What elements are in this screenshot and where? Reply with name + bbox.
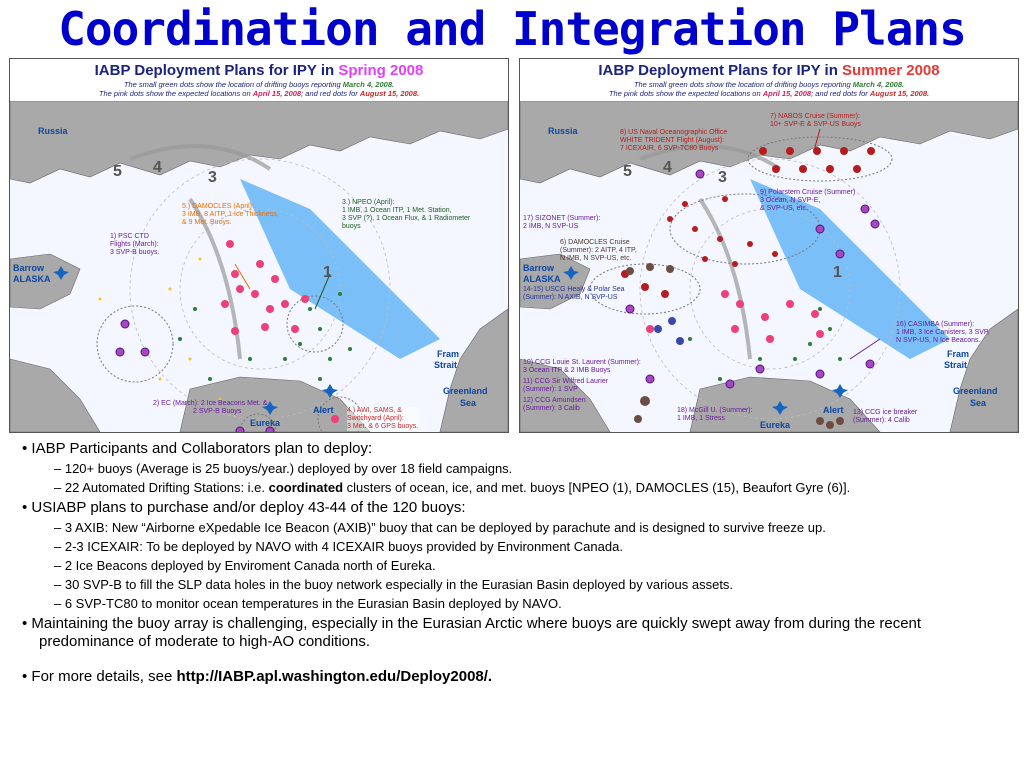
subtitle-text: The pink dots show the expected locations on [608,89,763,98]
annotation-line: 3.) NPEO (April): [342,199,395,206]
annotation-line: 3 IMB, 8 AITP, 1 Ice Thickness, [182,211,279,218]
annotation-line: 3 Ocean, N SVP-E, [760,197,821,204]
zone-number: 5 [113,163,122,180]
annotation-line: 1 IMB, 1 Ocean ITP, 1 Met. Station, [342,207,452,214]
subtitle-date: August 15, 2008. [869,89,930,98]
annotation-line: 9) Polarstern Cruise (Summer) [760,189,856,196]
sea-label: Sea [460,398,477,408]
summer-map-subtitle-1 [520,80,1018,89]
greenland-label: Greenland [443,386,488,396]
spacer [22,654,1012,668]
summer-map-header [520,59,1018,101]
bullet-list [22,440,1012,689]
annotation-line: (Summer): 3 Calib [523,405,580,412]
fram-label: Fram [437,349,460,359]
ccg-louie-annotation [523,359,641,375]
annotation-line: 6) DAMOCLES Cruise [560,239,630,246]
annotation-line: 10) CCG Louie St. Laurent (Summer): [523,359,641,366]
eureka-label: Eureka [250,418,281,428]
details-text: For more details, see [31,668,177,685]
bullet-usiabp-plan: • USIABP plans to purchase and/or deploy 43-44 of the 120 buoys: [22,499,1012,517]
annotation-line: 17) SIZONET (Summer): [523,215,601,222]
subtitle-text: The small green dots show the location of drifting buoys reporting [123,80,343,89]
annotation-line: 3 SVP (?), 1 Ocean Flux, & 1 Radiometer [342,215,471,222]
casimba-annotation [896,321,990,345]
annotation-line: (Summer): 1 SVP [523,386,578,393]
barrow-label: Barrow [13,263,45,273]
annotation-line: 1 IMB, 1 Stress [677,415,725,422]
annotation-line: 11) CCG Sir Wilfred Laurier [523,378,609,385]
details-url-link[interactable]: http://IABP.apl.washington.edu/Deploy2008/. [176,668,493,685]
subtitle-date: April 15, 2008 [762,89,812,98]
sub-bullet-drifting-stations [54,480,1012,496]
annotation-line: 8) US Naval Oceanographic Office [620,129,728,136]
annotation-line: 3 Met. & 6 GPS buoys. [347,423,419,430]
sub-bullet-icexair: – 2-3 ICEXAIR: To be deployed by NAVO with 4 ICEXAIR buoys provided by Environment Canada. [54,539,1012,555]
annotation-line: 7 ICEXAIR, 6 SVP-TC80 Buoys [620,145,719,152]
spring-deployment-map [9,58,509,433]
sizonet-annotation [523,215,600,231]
zone-number: 1 [323,264,332,281]
annotation-line: 5.) DAMOCLES (April): [182,203,254,210]
zone-number: 4 [153,159,162,176]
annotation-line: 18) McGill U. (Summer): [677,407,753,414]
mcgill-annotation [677,407,752,423]
annotation-line: 16) CASIMBA (Summer): [896,321,975,328]
zone-number: 3 [718,169,727,186]
annotation-line: Switchyard (April): [347,415,404,422]
annotation-line: 2 SVP-B Buoys [193,408,242,415]
sub-bullet-text: 22 Automated Drifting Stations: i.e. [64,480,269,495]
annotation-line: N SVP-US, N Ice Beacons. [896,337,981,344]
zone-number: 1 [833,264,842,281]
annotation-line: Flights (March): [110,241,159,248]
slide-title: Coordination and Integration Plans [58,2,966,56]
annotation-line: 7) NABOS Cruise (Summer): [770,113,860,120]
awi-annotation [347,407,418,431]
map-season: Spring [338,62,386,79]
annotation-line: 3 SVP-B buoys. [110,249,160,256]
subtitle-date: August 15, 2008. [359,89,420,98]
annotation-line: 14-15) USCG Healy & Polar Sea [523,286,625,293]
annotation-line: 2) EC (March): 2 Ice Beacons Met. & [153,400,268,407]
annotation-line: 10+ SVP-E & SVP-US Buoys [770,121,861,128]
annotation-line: (Summer): N AXIB, N SVP-US [523,294,618,301]
annotation-line: N IMB, N SVP-US, etc. [560,255,632,262]
sub-bullet-axib: – 3 AXIB: New “Airborne eXpedable Ice Beacon (AXIB)” buoy that can be deployed by parachute and is designed to survive freeze up. [54,520,1012,536]
russia-label: Russia [38,126,68,136]
annotation-line: 3 Ocean ITP & 2 IMB Buoys [523,367,611,374]
annotation-line: WHITE TRIDENT Flight (August): [620,137,724,144]
subtitle-date: April 15, 2008 [252,89,302,98]
annotation-line: (Summer): 2 AITP, 4 ITP, [560,247,637,254]
spring-map-subtitle-1 [10,80,508,89]
annotation-line: buoys [342,223,361,230]
annotation-line: 1 IMB, 3 Ice Canisters, 3 SVP, [896,329,990,336]
strait-label: Strait [434,360,458,370]
sub-bullet-svp-b: – 30 SVP-B to fill the SLP data holes in the buoy network especially in the Eurasian Basin deployed by various assets. [54,577,1012,593]
spring-map-graphic [10,59,508,432]
bullet-more-details [22,668,1012,686]
annotation-line: & 9 Met. Buoys. [182,219,232,226]
alert-label: Alert [823,405,844,415]
spring-map-title [10,62,508,79]
subtitle-date: March 4, 2008. [852,80,905,89]
sub-bullet-svp-tc80: – 6 SVP-TC80 to monitor ocean temperatures in the Eurasian Basin deployed by NAVO. [54,596,1012,612]
sub-bullet-text: clusters of ocean, ice, and met. buoys [NPEO (1), DAMOCLES (15), Beaufort Gyre (6)]. [343,480,851,495]
sub-bullet-buoy-count: – 120+ buoys (Average is 25 buoys/year.) deployed by over 18 field campaigns. [54,461,1012,477]
ccg-laurier-annotation [523,378,608,394]
fram-label: Fram [947,349,970,359]
annotation-line: & SVP-US, etc. [760,205,808,212]
spring-map-subtitle-2 [10,89,508,98]
summer-map-subtitle-2 [520,89,1018,98]
map-season: Summer [842,62,903,79]
ccg-amundsen-annotation [523,397,586,413]
summer-map-title [520,62,1018,79]
sub-bullet-emphasis: coordinated [268,480,344,495]
map-title-prefix: IABP Deployment Plans for IPY in [598,62,843,79]
bullet-maintenance: • Maintaining the buoy array is challenging, especially in the Eurasian Arctic where buoys are quickly swept away from during the recent predominance of moderate to high-AO conditions. [22,615,1012,651]
greenland-label: Greenland [953,386,998,396]
strait-label: Strait [944,360,968,370]
map-year: 2008 [389,62,424,79]
russia-label: Russia [548,126,578,136]
spring-map-header [10,59,508,101]
annotation-line: (Summer): 4 Calib [853,417,910,424]
npeo-annotation [342,199,470,231]
annotation-line: 2 IMB, N SVP-US [523,223,579,230]
subtitle-text: The pink dots show the expected locations on [98,89,253,98]
bullet-deploy-plan: • IABP Participants and Collaborators plan to deploy: [22,440,1012,458]
subtitle-text: ; and red dots for [811,89,870,98]
sub-bullet-ice-beacons: – 2 Ice Beacons deployed by Enviroment Canada north of Eureka. [54,558,1012,574]
white-trident-annotation [620,129,727,153]
zone-number: 5 [623,163,632,180]
subtitle-text: The small green dots show the location of drifting buoys reporting [633,80,853,89]
uscg-annotation [523,286,625,302]
annotation-line: 1) PSC CTD [110,233,149,240]
annotation-line: 4.) AWI, SAMS, & [347,407,402,414]
sea-label: Sea [970,398,987,408]
zone-number: 3 [208,169,217,186]
nabos-annotation [770,113,861,129]
map-title-prefix: IABP Deployment Plans for IPY in [94,62,339,79]
ccg-icebreaker-annotation [853,409,917,425]
psc-annotation [110,233,159,257]
subtitle-date: March 4, 2008. [342,80,395,89]
polarstern-annotation [760,189,855,213]
barrow-label: Barrow [523,263,555,273]
alert-label: Alert [313,405,334,415]
damocles-annotation [182,203,279,227]
subtitle-text: ; and red dots for [301,89,360,98]
damocles-cruise-annotation [560,239,637,263]
summer-deployment-map [519,58,1019,433]
ec-annotation [153,400,267,416]
annotation-line: 13) CCG ice breaker [853,409,918,416]
annotation-line: 12) CCG Amundsen [523,397,586,404]
map-year: 2008 [906,62,940,79]
alaska-label: ALASKA [523,274,561,284]
zone-number: 4 [663,159,672,176]
alaska-label: ALASKA [13,274,51,284]
eureka-label: Eureka [760,420,791,430]
